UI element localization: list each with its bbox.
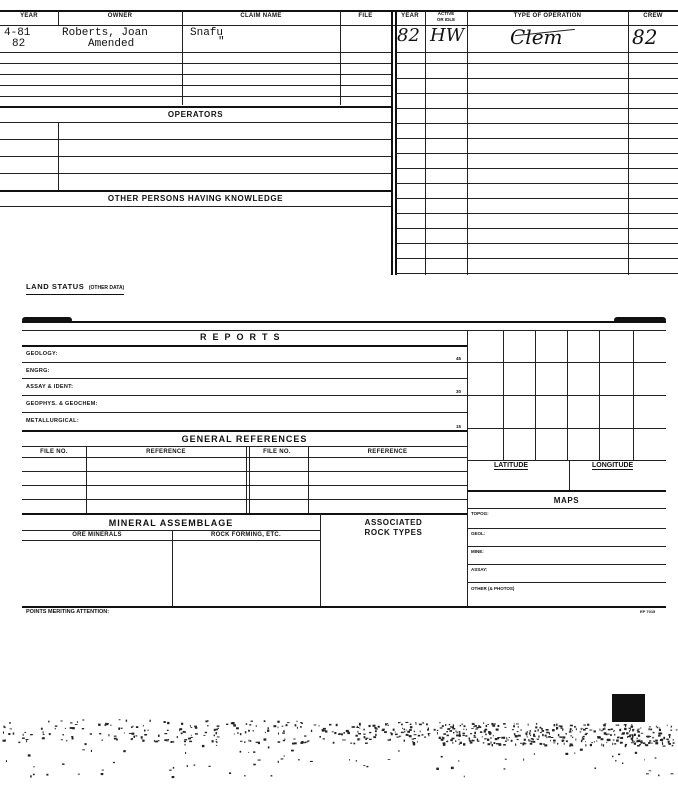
header-year-2: YEAR (401, 13, 419, 19)
map-other-photos: OTHER (& PHOTOS) (471, 586, 515, 591)
report-geophys-num: 30 (456, 389, 462, 394)
report-engrg-num: 45 (456, 356, 462, 361)
gr-header-reference-2: REFERENCE (367, 449, 408, 455)
ore-minerals-header: ORE MINERALS (72, 532, 122, 538)
land-status-label (26, 276, 124, 295)
gr-header-file-no-2: FILE NO. (263, 449, 291, 455)
handwritten-crew: 82 (632, 25, 658, 49)
report-assay: ASSAY & IDENT: (26, 384, 74, 390)
header-claim-name: CLAIM NAME (240, 13, 282, 19)
black-square-mark (612, 694, 645, 722)
map-geol: GEOL: (471, 531, 486, 536)
handwritten-type: Clem (510, 25, 563, 49)
header-owner: OWNER (107, 13, 133, 19)
header-active: ACTIVE (437, 11, 455, 16)
report-geophys: GEOPHYS. & GEOCHEM: (26, 401, 98, 407)
report-metallurgical-num: 15 (456, 424, 462, 429)
form-number: EP 7015 (640, 609, 656, 614)
associated-rock-types-line2: ROCK TYPES (364, 528, 423, 537)
other-persons-title: OTHER PERSONS HAVING KNOWLEDGE (107, 194, 284, 203)
scan-noise-strip (0, 690, 678, 780)
report-geology: GEOLOGY: (26, 351, 58, 357)
row-2-year: 82 (12, 38, 26, 50)
header-or-idle: OR IDLE (436, 17, 456, 22)
handwritten-active: HW (430, 25, 465, 46)
header-type-of-operation: TYPE OF OPERATION (513, 13, 582, 19)
header-crew: CREW (643, 13, 663, 19)
gr-header-reference-1: REFERENCE (146, 449, 186, 455)
general-references-title: GENERAL REFERENCES (181, 434, 308, 444)
header-year: YEAR (20, 13, 38, 19)
land-status-main: LAND STATUS (26, 282, 85, 291)
points-meriting-attention: POINTS MERITING ATTENTION: (26, 609, 110, 615)
latitude-label: LATITUDE (494, 462, 529, 469)
reports-title: REPORTS (200, 332, 286, 342)
longitude-label: LONGITUDE (592, 462, 634, 469)
row-1-year: 4-81 (4, 27, 31, 39)
land-status-sub: (OTHER DATA) (88, 285, 125, 291)
header-file: FILE (358, 13, 373, 19)
associated-rock-types-line1: ASSOCIATED (364, 518, 423, 527)
row-2-claim-name: " (218, 36, 225, 48)
map-mine: MINE: (471, 549, 484, 554)
gr-header-file-no-1: FILE NO. (40, 449, 68, 455)
map-assay: ASSAY: (471, 567, 488, 572)
handwritten-year: 82 (397, 25, 420, 46)
row-2-owner: Amended (88, 38, 135, 50)
maps-title: MAPS (553, 496, 580, 505)
report-engrg: ENGRG: (26, 368, 50, 374)
rock-forming-header: ROCK FORMING, ETC. (210, 532, 282, 538)
map-topog: TOPOG: (471, 511, 489, 516)
row-1-owner: Roberts, Joan (62, 27, 148, 39)
row-1-claim-name: Snafu (190, 27, 224, 39)
mineral-assemblage-title: MINERAL ASSEMBLAGE (108, 518, 234, 528)
report-metallurgical: METALLURGICAL: (26, 418, 79, 424)
operators-title: OPERATORS (167, 110, 224, 119)
